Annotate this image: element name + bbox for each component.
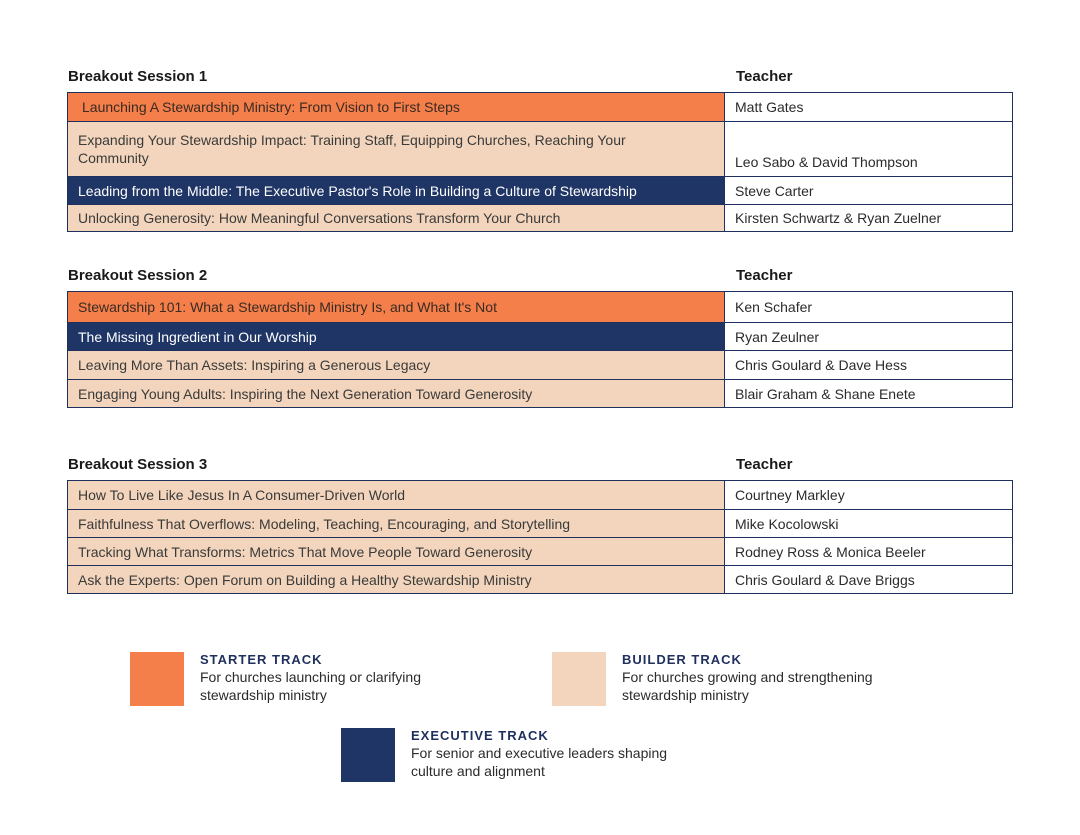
- legend-description: For churches growing and strengthening stewardship ministry: [622, 669, 873, 703]
- executive-swatch: [341, 728, 395, 782]
- legend-title: EXECUTIVE TRACK: [411, 728, 549, 743]
- session-3-header: [67, 456, 1013, 480]
- course-title: Ask the Experts: Open Forum on Building a Healthy Stewardship Ministry: [68, 566, 725, 593]
- teacher-column-header: Teacher: [736, 68, 793, 85]
- table-row: [68, 292, 1012, 322]
- table-row: [68, 379, 1012, 407]
- course-title: Faithfulness That Overflows: Modeling, Teaching, Encouraging, and Storytelling: [68, 510, 725, 537]
- course-title: Engaging Young Adults: Inspiring the Next Generation Toward Generosity: [68, 380, 725, 407]
- session-2-header: [67, 267, 1013, 291]
- table-row: [68, 204, 1012, 231]
- session-title: Breakout Session 3: [68, 456, 208, 473]
- legend-builder-text: [622, 652, 922, 706]
- session-3: [67, 456, 1013, 594]
- course-title: Launching A Stewardship Ministry: From Vision to First Steps: [68, 93, 725, 121]
- course-title: Leading from the Middle: The Executive Pastor's Role in Building a Culture of Stewardship: [68, 177, 725, 204]
- session-1-table: [67, 92, 1013, 232]
- table-row: [68, 565, 1012, 593]
- session-1-header: [67, 68, 1013, 92]
- teacher-name: Chris Goulard & Dave Briggs: [735, 571, 915, 588]
- legend-title: STARTER TRACK: [200, 652, 323, 667]
- course-title: Expanding Your Stewardship Impact: Training Staff, Equipping Churches, Reaching Your Community: [68, 122, 725, 176]
- legend-builder: [552, 652, 922, 706]
- course-title: Unlocking Generosity: How Meaningful Conversations Transform Your Church: [68, 205, 725, 231]
- course-title: How To Live Like Jesus In A Consumer-Driven World: [68, 481, 725, 509]
- teacher-name: Ken Schafer: [735, 299, 813, 315]
- session-title: Breakout Session 1: [68, 68, 208, 85]
- legend-starter-text: [200, 652, 470, 706]
- teacher-name: Matt Gates: [735, 99, 804, 115]
- table-row: [68, 93, 1012, 121]
- table-row: [68, 121, 1012, 176]
- teacher-name: Kirsten Schwartz & Ryan Zuelner: [735, 210, 942, 226]
- session-1: [67, 68, 1013, 232]
- legend-description: For churches launching or clarifying stewardship ministry: [200, 669, 421, 703]
- teacher-name: Mike Kocolowski: [735, 515, 839, 532]
- table-row: [68, 176, 1012, 204]
- legend-executive: [341, 728, 711, 782]
- starter-swatch: [130, 652, 184, 706]
- session-2-table: [67, 291, 1013, 408]
- table-row: [68, 509, 1012, 537]
- teacher-name: Leo Sabo & David Thompson: [735, 154, 918, 170]
- table-row: [68, 537, 1012, 565]
- teacher-name: Ryan Zeulner: [735, 328, 820, 345]
- teacher-name: Steve Carter: [735, 182, 814, 199]
- course-title: Tracking What Transforms: Metrics That Move People Toward Generosity: [68, 538, 725, 565]
- course-title: Leaving More Than Assets: Inspiring a Generous Legacy: [68, 351, 725, 379]
- teacher-column-header: Teacher: [736, 267, 793, 284]
- course-title: Stewardship 101: What a Stewardship Ministry Is, and What It's Not: [68, 292, 725, 322]
- table-row: [68, 322, 1012, 350]
- legend-description: For senior and executive leaders shaping culture and alignment: [411, 745, 668, 779]
- session-title: Breakout Session 2: [68, 267, 208, 284]
- teacher-name: Blair Graham & Shane Enete: [735, 385, 916, 402]
- teacher-name: Rodney Ross & Monica Beeler: [735, 543, 926, 560]
- course-title: The Missing Ingredient in Our Worship: [68, 323, 725, 350]
- legend-starter: [130, 652, 470, 706]
- teacher-name: Chris Goulard & Dave Hess: [735, 357, 907, 373]
- teacher-column-header: Teacher: [736, 456, 793, 473]
- legend-title: BUILDER TRACK: [622, 652, 742, 667]
- table-row: [68, 481, 1012, 509]
- builder-swatch: [552, 652, 606, 706]
- legend-executive-text: [411, 728, 711, 782]
- session-2: [67, 267, 1013, 408]
- table-row: [68, 350, 1012, 379]
- session-3-table: [67, 480, 1013, 594]
- teacher-name: Courtney Markley: [735, 487, 845, 503]
